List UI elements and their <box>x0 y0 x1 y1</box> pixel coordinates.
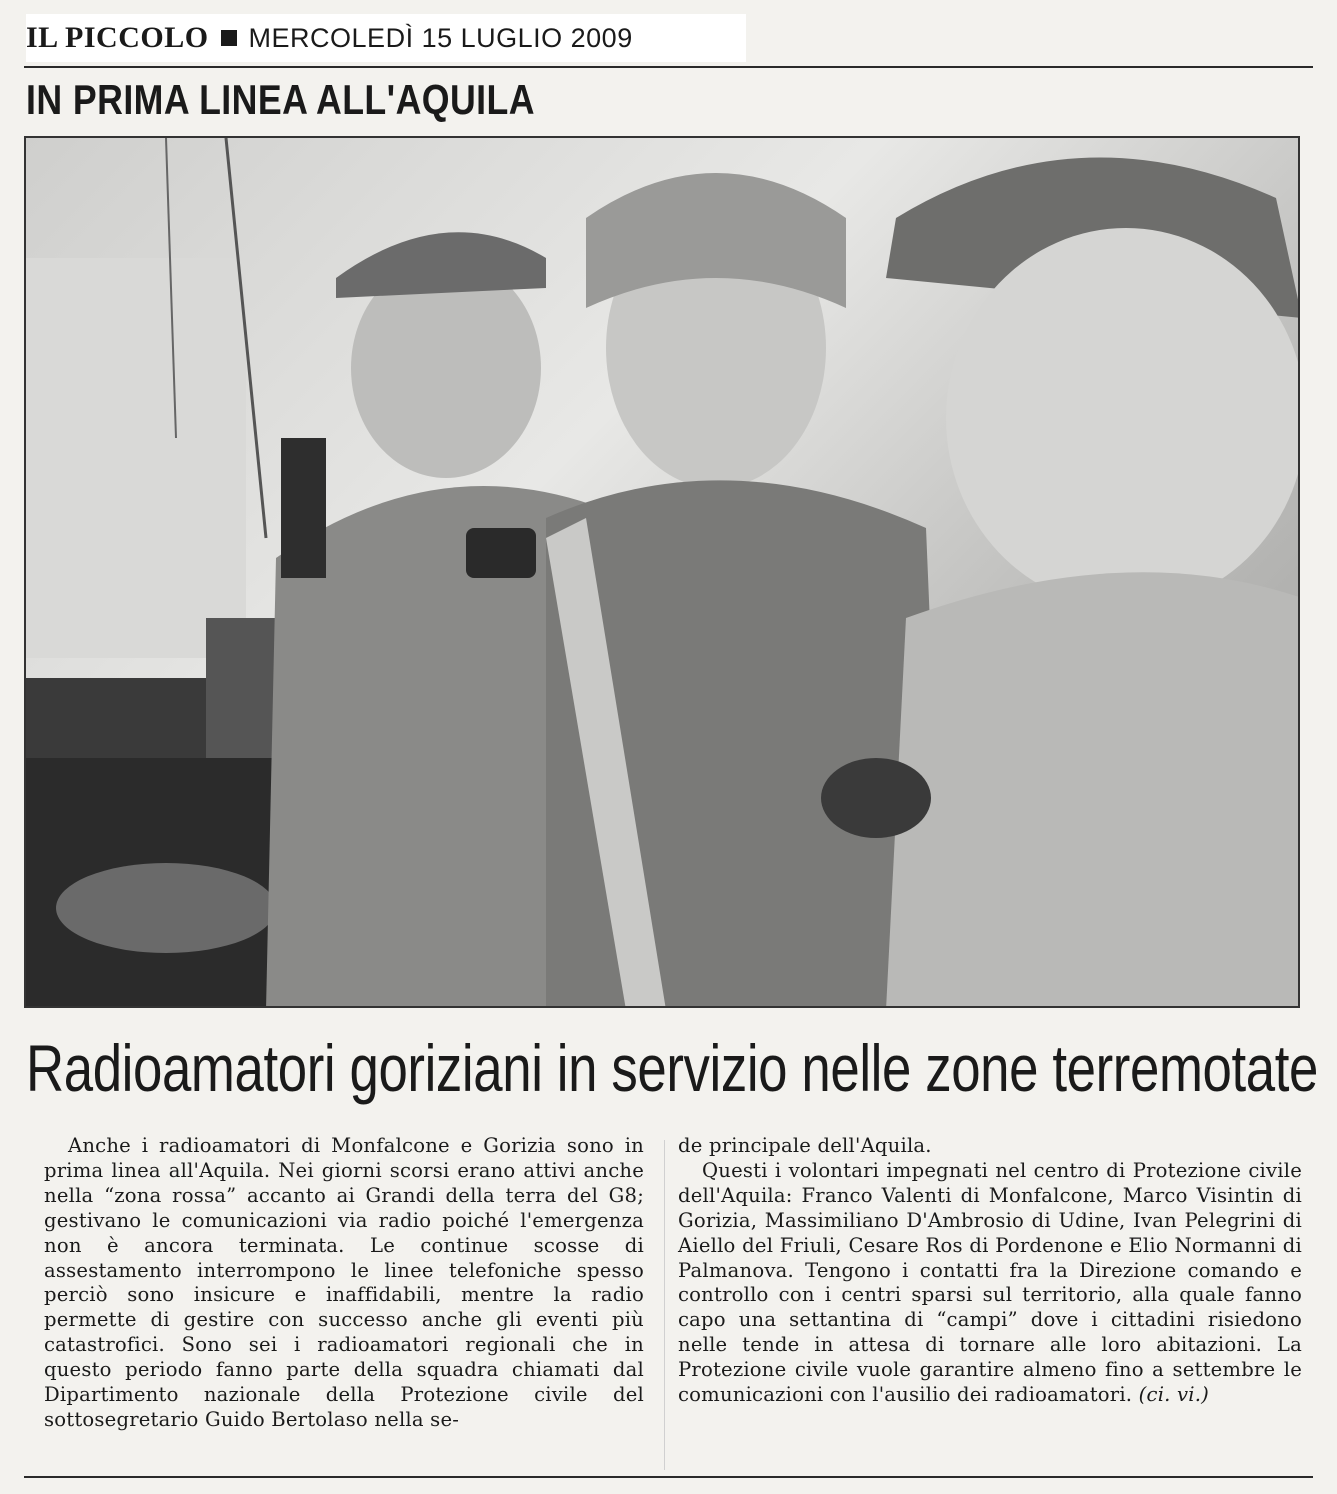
article-column-2 <box>678 1134 1302 1408</box>
article-column-1: Anche i radioamatori di Monfalcone e Gorizia sono in prima linea all'Aquila. Nei giorni scorsi erano attivi anche nella “zona rossa” accanto ai Grandi della terra del G8; gestivano le comunicazioni via radio poiché l'emergenza non è ancora terminata. Le continue scosse di assestamento interrompono le linee telefoniche spesso perciò sono insicure e inaffidabili, mentre la radio permette di gestire con successo anche gli eventi più catastrofici. Sono sei i radioamatori regionali che in questo periodo fanno parte della squadra chiamati dal Dipartimento nazionale della Protezione civile del sottosegretario Guido Bertolaso nella se- <box>44 1134 644 1431</box>
column-2-continuation: de principale dell'Aquila. <box>678 1134 932 1157</box>
masthead-square-icon <box>221 30 237 46</box>
column-2-paragraph <box>678 1159 1302 1408</box>
photo-radio-operators-icon <box>26 138 1300 1008</box>
top-rule <box>24 66 1313 68</box>
article-photo <box>24 136 1300 1008</box>
column-divider <box>664 1140 665 1470</box>
newspaper-name: IL PICCOLO <box>26 21 209 54</box>
volunteers-text: Questi i volontari impegnati nel centro di Protezione civile dell'Aquila: Franco Valenti di Monfalcone, Marco Visintin di Gorizia, Massimiliano D'Ambrosio di Udine, Ivan Pelegrini di Aiello del Friuli, Cesare Ros di Pordenone e Elio Normanni di Palmanova. Tengono i contatti fra la Direzione comando e controllo con i centri sparsi sul territorio, alla quale fanno capo una settantina di “campi” dove i cittadini risiedono nelle tende in attesa di tornare alle loro abitazioni. La Protezione civile vuole garantire almeno fino a settembre le comunicazioni con l'ausilio dei radioamatori. <box>678 1158 1302 1407</box>
bottom-rule <box>24 1476 1313 1478</box>
publication-date: MERCOLEDÌ 15 LUGLIO 2009 <box>248 22 633 53</box>
masthead <box>26 14 746 62</box>
article-headline: Radioamatori goriziani in servizio nelle zone terremotate <box>26 1031 1318 1105</box>
kicker-title: IN PRIMA LINEA ALL'AQUILA <box>26 76 535 123</box>
byline: (ci. vi.) <box>1138 1383 1210 1407</box>
